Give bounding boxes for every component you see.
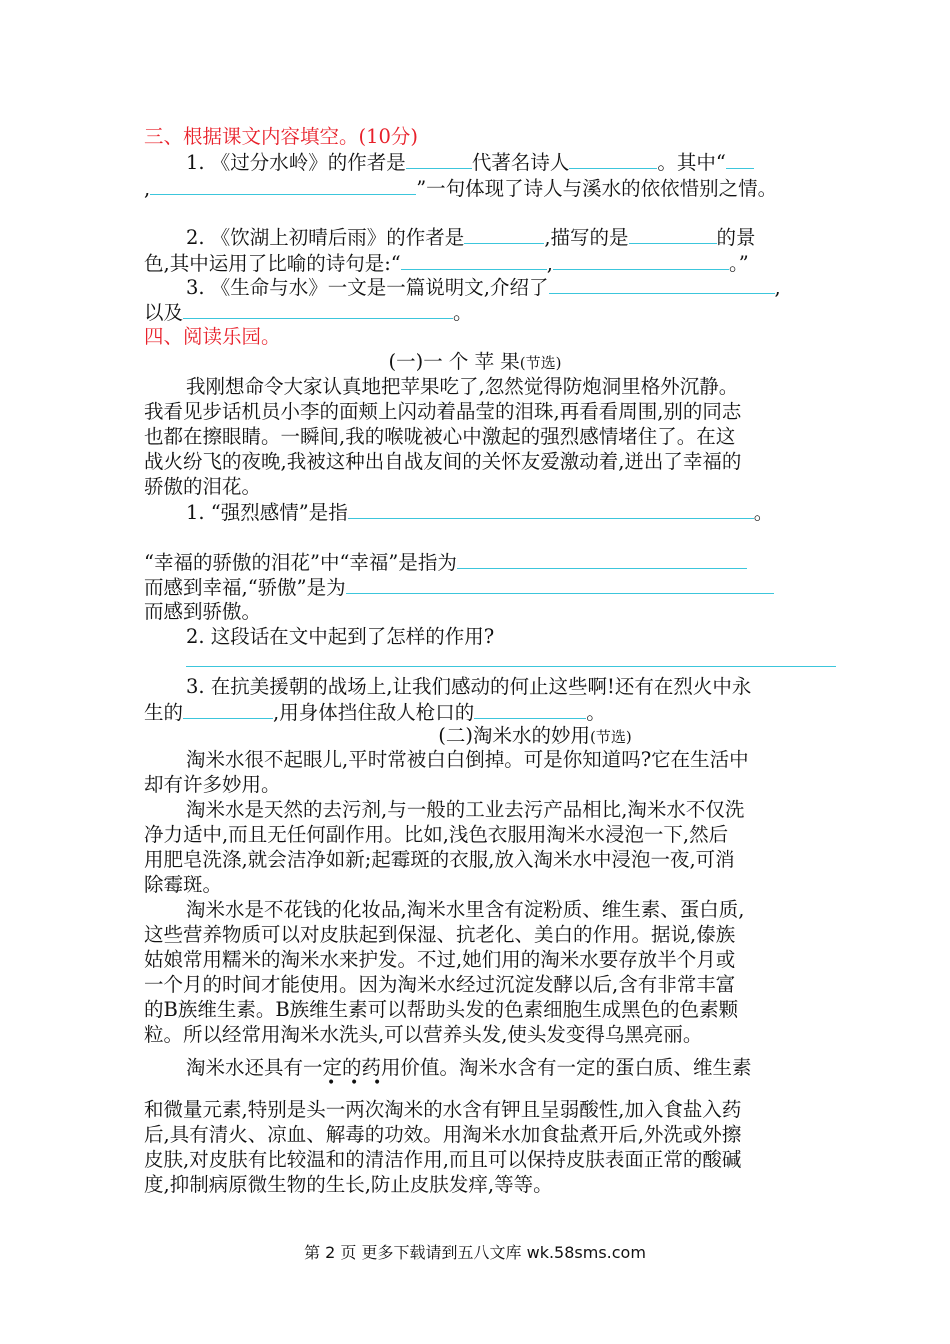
s3-q1-text-e: ”一句体现了诗人与溪水的依依惜别之情。 (416, 177, 778, 200)
passage2-title-text: (二)淘米水的妙用 (438, 724, 590, 747)
s3-q2-text-e: , (546, 252, 553, 275)
passage2-line: 姑娘常用糯米的淘米水来护发。不过,她们用的淘米水要存放半个月或 (144, 948, 736, 971)
s3-q1-line2 (144, 175, 777, 201)
s3-q3-text-b: , (774, 276, 781, 299)
passage2-line: 度,抑制病原微生物的生长,防止皮肤发痒,等等。 (144, 1173, 553, 1196)
s3-q2-blank-verse2[interactable] (553, 250, 729, 270)
passage2-line: 粒。所以经常用淘米水洗头,可以营养头发,使头发变得乌黑亮丽。 (144, 1023, 703, 1046)
passage1-line: 我看见步话机员小李的面颊上闪动着晶莹的泪珠,再看看周围,别的同志 (144, 400, 742, 423)
p1-q1-text-b: 。 (753, 501, 774, 524)
passage2-line: 皮肤,对皮肤有比较温和的清洁作用,而且可以保持皮肤表面正常的酸碱 (144, 1148, 742, 1171)
passage2-line: 淘米水是不花钱的化妆品,淘米水里含有淀粉质、维生素、蛋白质, (186, 898, 745, 921)
page-footer: 第 2 页 更多下载请到五八文库 wk.58sms.com (304, 1243, 646, 1262)
p1-q3-text-b: 生的 (144, 701, 184, 724)
p1-q1-line3 (144, 574, 774, 600)
p1-q3-text-d: 。 (586, 701, 606, 724)
p1-q1-line2 (144, 549, 747, 575)
s3-q2-text-c: 的景 (716, 226, 756, 249)
p1-q1-text-d: 而感到幸福,“骄傲”是为 (144, 576, 346, 599)
passage2-line: 却有许多妙用。 (144, 773, 281, 796)
p1-q3-line1: 3. 在抗美援朝的战场上,让我们感动的何止这些啊!还有在烈火中永 (186, 675, 752, 698)
emphasis-dot: • (350, 1075, 359, 1091)
p1-q1-blank-feeling[interactable] (348, 499, 754, 519)
p1-q1-line1 (186, 499, 773, 525)
passage2-line: 淘米水是天然的去污剂,与一般的工业去污产品相比,淘米水不仅洗 (186, 798, 745, 821)
emphasis-dot: • (327, 1075, 336, 1091)
passage2-title-note: (节选) (590, 728, 632, 746)
s3-q1-text-b: 代著名诗人 (471, 151, 570, 174)
passage1-title-note: (节选) (519, 354, 562, 372)
passage1-line: 骄傲的泪花。 (144, 475, 262, 498)
p1-q3-line2 (144, 699, 606, 725)
s3-q1-text-a: 1. 《过分水岭》的作者是 (186, 151, 406, 174)
emphasis-dot: • (373, 1075, 382, 1091)
section-4-heading: 四、阅读乐园。 (144, 325, 281, 348)
passage2-title (0, 723, 950, 749)
passage1-line: 我刚想命令大家认真地把苹果吃了,忽然觉得防炮洞里格外沉静。 (186, 375, 739, 398)
passage2-line: 的B族维生素。B族维生素可以帮助头发的色素细胞生成黑色的色素颗 (144, 998, 739, 1021)
s3-q2-text-f: 。” (728, 252, 749, 275)
p1-q2-line: 2. 这段话在文中起到了怎样的作用? (186, 625, 495, 648)
s3-q3-blank-2[interactable] (183, 299, 453, 319)
passage2-line: 淘米水还具有一定的药用价值。淘米水含有一定的蛋白质、维生素 (186, 1056, 752, 1079)
passage2-line: 除霉斑。 (144, 873, 223, 896)
s3-q3-blank-1[interactable] (549, 274, 775, 294)
s3-q1-line1 (186, 149, 754, 175)
s3-q2-text-b: ,描写的是 (544, 226, 629, 249)
passage1-title (0, 349, 950, 375)
passage2-line: 用肥皂洗涤,就会洁净如新;起霉斑的衣服,放入淘米水中浸泡一夜,可消 (144, 848, 735, 871)
p1-q1-blank-happy[interactable] (457, 549, 747, 569)
s3-q1-blank-author[interactable] (406, 149, 472, 169)
s3-q3-text-a: 3. 《生命与水》一文是一篇说明文,介绍了 (186, 276, 549, 299)
s3-q2-blank-author[interactable] (464, 224, 544, 244)
passage2-line: 这些营养物质可以对皮肤起到保湿、抗老化、美白的作用。据说,傣族 (144, 923, 736, 946)
passage2-line: 一个月的时间才能使用。因为淘米水经过沉淀发酵以后,含有非常丰富 (144, 973, 736, 996)
s3-q2-blank-scenery[interactable] (629, 224, 717, 244)
section-3-heading: 三、根据课文内容填空。(10分) (144, 125, 419, 148)
s3-q2-line1 (186, 224, 756, 250)
s3-q1-text-d: , (144, 177, 151, 200)
s3-q2-blank-verse1[interactable] (401, 250, 547, 270)
p1-q1-text-c: “幸福的骄傲的泪花”中“幸福”是指为 (144, 551, 457, 574)
s3-q1-blank-poet[interactable] (569, 149, 657, 169)
passage2-line: 淘米水很不起眼儿,平时常被白白倒掉。可是你知道吗?它在生活中 (186, 748, 749, 771)
p1-q3-text-c: ,用身体挡住敌人枪口的 (273, 701, 475, 724)
s3-q2-line2 (144, 250, 749, 276)
s3-q1-text-c: 。其中“ (657, 151, 726, 174)
passage2-line: 和微量元素,特别是头一两次淘米的水含有钾且呈弱酸性,加入食盐入药 (144, 1098, 742, 1121)
s3-q1-blank-verse[interactable] (150, 175, 416, 195)
passage1-line: 战火纷飞的夜晚,我被这种出自战友间的关怀友爱激动着,迸出了幸福的 (144, 450, 742, 473)
p1-q1-blank-proud[interactable] (346, 574, 774, 594)
p1-q1-text-a: 1. “强烈感情”是指 (186, 501, 348, 524)
p1-q1-line4: 而感到骄傲。 (144, 600, 262, 623)
s3-q3-line1 (186, 274, 781, 300)
passage2-line: 净力适中,而且无任何副作用。比如,浅色衣服用淘米水浸泡一下,然后 (144, 823, 729, 846)
s3-q3-text-c: 以及 (144, 301, 184, 324)
p1-q2-answer-line[interactable] (186, 666, 836, 667)
p1-q3-blank-hero1[interactable] (183, 699, 273, 719)
s3-q3-text-d: 。 (453, 301, 473, 324)
passage2-line: 后,具有清火、凉血、解毒的功效。用淘米水加食盐煮开后,外洗或外擦 (144, 1123, 742, 1146)
p1-q3-blank-hero2[interactable] (474, 699, 586, 719)
s3-q1-blank-line-start[interactable] (726, 149, 754, 169)
passage1-title-text: (一)一 个 苹 果 (388, 350, 520, 373)
s3-q2-text-a: 2. 《饮湖上初晴后雨》的作者是 (186, 226, 465, 249)
s3-q2-text-d: 色,其中运用了比喻的诗句是:“ (144, 252, 401, 275)
s3-q3-line2 (144, 299, 473, 325)
passage1-line: 也都在擦眼睛。一瞬间,我的喉咙被心中激起的强烈感情堵住了。在这 (144, 425, 736, 448)
